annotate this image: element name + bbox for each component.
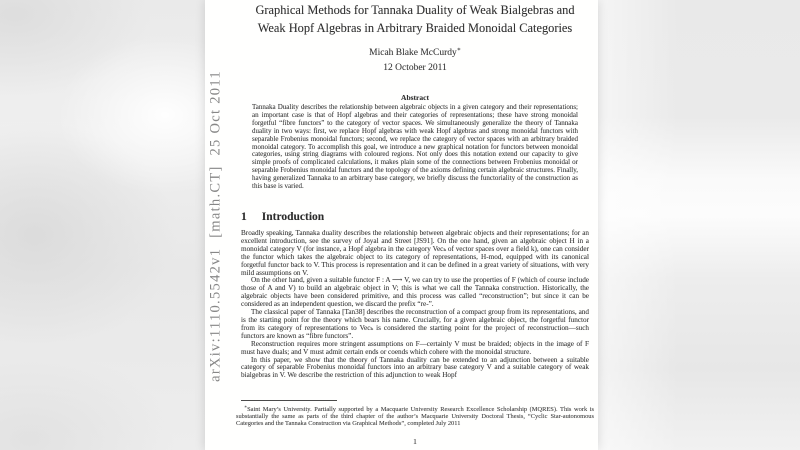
section-title: Introduction	[261, 211, 325, 223]
blurred-backdrop-right	[598, 0, 800, 450]
paper-author	[241, 46, 589, 58]
intro-paragraph-4: Reconstruction requires more stringent assumptions on F—certainly V must be braided; objects in the image of F must have duals; and V must admit certain ends or coends which cohere with the monoidal structure.	[241, 339, 589, 356]
abstract-text: Tannaka Duality describes the relationship between algebraic objects in a given category and their representations; an important case is that of Hopf algebras and their categories of representations; these have strong monoidal forgetful “fibre functors” to the category of vector spaces. We simultaneously generalize the theory of Tannaka duality in two ways: first, we replace Hopf algebras with weak Hopf algebras and strong monoidal functors with separable Frobenius monoidal functors; second, we replace the category of vector spaces with an arbitrary braided monoidal category. To accomplish this goal, we introduce a new graphical notation for functors between monoidal categories, using string diagrams with coloured regions. Not only does this notation extend our capacity to give simple proofs of complicated calculations, it makes plain some of the connections between Frobenius monoidal or separable Frobenius monoidal functors and the topology of the axioms defining certain algebraic structures. Finally, having generalized Tannaka to an arbitrary base category, we briefly discuss the functoriality of the construction as this base is varied.	[252, 103, 578, 191]
paper-title-line2: Weak Hopf Algebras in Arbitrary Braided Monoidal Categories	[257, 21, 573, 35]
intro-paragraph-3: The classical paper of Tannaka [Tan38] describes the reconstruction of a compact group from its representations, and is the starting point for the theory which bears his name. Crucially, for a given algebraic object, the forgetful functor from its category of representations to Vecₖ is considered the starting point for the project of reconstruction—such functors are known as “fibre functors”.	[241, 308, 589, 340]
footnote-mark: ∗	[244, 404, 248, 409]
abstract-heading: Abstract	[401, 93, 429, 102]
intro-paragraph-1: Broadly speaking, Tannaka duality describes the relationship between algebraic objects and their representations; for an excellent introduction, see the survey of Joyal and Street [JS91]. On the one hand, given an algebraic object H in a monoidal category V (for instance, a Hopf algebra in the category Vecₖ of vector spaces over a field k), one can consider the functor which takes the algebraic object to its category of representations, H-mod, equipped with its canonical forgetful functor back to V. This process is representation and it can be defined in a great variety of situations, with very mild assumptions on V.	[241, 229, 589, 277]
author-name: Micah Blake McCurdy	[369, 48, 457, 59]
section-heading	[241, 211, 324, 223]
paper-title-line1: Graphical Methods for Tannaka Duality of Weak Bialgebras and	[255, 3, 575, 17]
intro-paragraph-5: In this paper, we show that the theory of Tannaka duality can be extended to an adjunction between a suitable category of separable Frobenius monoidal functors into an arbitrary base category V and a suitable category of weak bialgebras in V. We describe the restriction of this adjunction to weak Hopf	[241, 355, 589, 380]
author-footnote-mark: ∗	[456, 47, 461, 53]
blurred-backdrop-left	[0, 0, 206, 450]
footnote-text	[236, 403, 594, 427]
footnote-rule	[241, 400, 337, 401]
section-number: 1	[241, 211, 247, 223]
paper-page	[205, 0, 598, 450]
arxiv-margin-stamp: arXiv:1110.5542v1 [math.CT] 25 Oct 2011	[207, 70, 224, 382]
page-number: 1	[413, 437, 417, 446]
paper-date: 12 October 2011	[383, 63, 447, 73]
introduction-body	[241, 230, 589, 380]
footnote-body: Saint Mary’s University. Partially supported by a Macquarie University Research Excellence Scholarship (MQRES). This work is substantially the same as parts of the third chapter of the author’s Macquarie University Doctoral Thesis, “Cyclic Star-autonomous Categories and the Tannaka Construction via Graphical Methods”, completed July 2011	[236, 406, 594, 428]
intro-paragraph-2: On the other hand, given a suitable functor F : A ⟶ V, we can try to use the properties of F (which of course include those of A and V) to build an algebraic object in V; this is what we call the Tannaka construction. Historically, the algebraic objects have been considered primitive, and this process was called “reconstruction”; but since it can be considered as an independent question, we discard the prefix “re-”.	[241, 276, 589, 309]
